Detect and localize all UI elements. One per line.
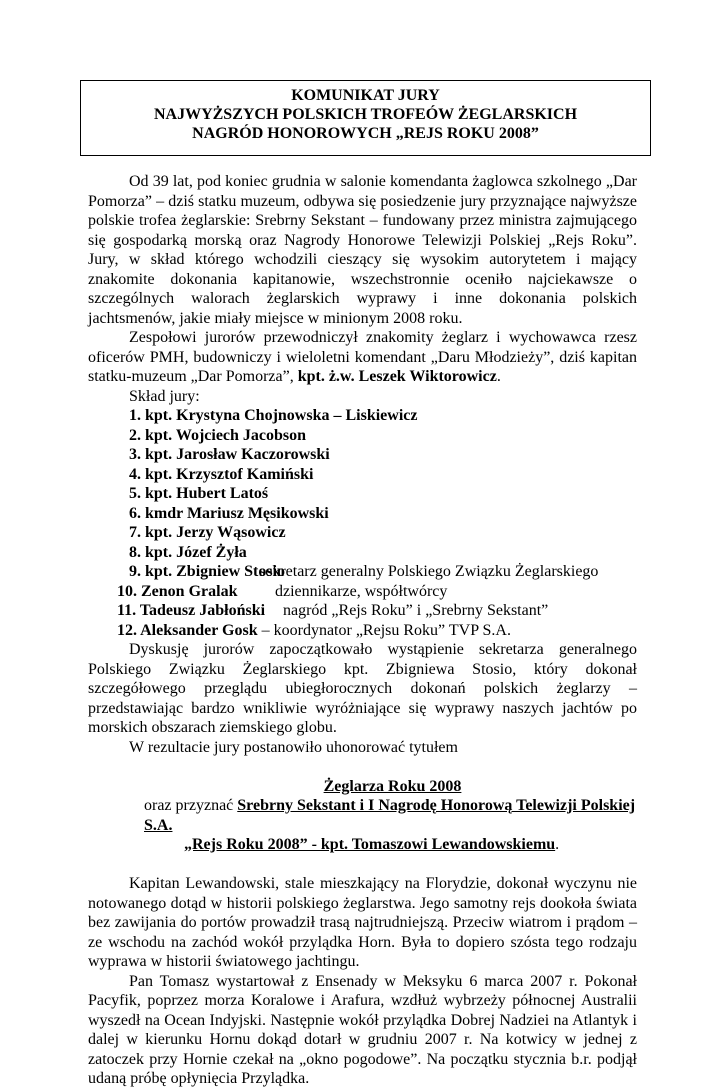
paragraph-chair <box>88 328 637 387</box>
jury-member <box>88 406 637 426</box>
jury-member <box>88 621 637 641</box>
jury-member-name: 1. kpt. Krystyna Chojnowska – Liskiewicz <box>129 407 418 424</box>
jury-member <box>88 601 637 621</box>
paragraph-result: W rezultacie jury postanowiło uhonorować tytułem <box>129 738 458 756</box>
jury-member-name: 6. kmdr Mariusz Męsikowski <box>129 504 329 522</box>
jury-member-name: 11. Tadeusz Jabłoński <box>117 602 266 619</box>
award-recipient-text: „Rejs Roku 2008” - kpt. Tomaszowi Lewandowskiemu <box>184 836 556 853</box>
jury-member-role: dziennikarze, współtwórcy <box>275 582 448 600</box>
jury-member <box>88 562 637 582</box>
jury-label: Skład jury: <box>129 387 200 405</box>
jury-member <box>88 426 637 446</box>
award-line <box>88 796 637 835</box>
jury-member <box>88 465 637 485</box>
jury-member <box>88 484 637 504</box>
award-title <box>88 777 637 797</box>
jury-member-role: nagród „Rejs Roku” i „Srebrny Sekstant” <box>283 602 549 619</box>
jury-member-name: 10. Zenon Gralak <box>117 582 238 600</box>
jury-member-name: 5. kpt. Hubert Latoś <box>129 485 269 502</box>
jury-member <box>88 523 637 543</box>
award-recipient <box>88 835 637 855</box>
paragraph-lewandowski: Kapitan Lewandowski, stale mieszkający na Florydzie, dokonał wyczynu nie notowanego dotąd w historii polskiego żeglarstwa. Jego samotny rejs dookoła świata bez zawijania do portów prowadził trasą najtrudniejszą. Przeciw wiatrom i prądom – ze wschodu na zachód wokół przylądka Horn. Była to dopiero szósta tego rodzaju wyprawa w historii światowego jachtingu. <box>88 875 637 970</box>
paragraph-intro: Od 39 lat, pod koniec grudnia w salonie komendanta żaglowca szkolnego „Dar Pomorza” – dziś statku muzeum, odbywa się posiedzenie jury przyznające najwyższe polskie trofea żeglarskie: Srebrny Sekstant – fundowany przez ministra zajmującego się gospodarką morską oraz Nagrody Honorowe Telewizji Polskiej „Rejs Roku”. Jury, w skład którego wchodzili cieszący się wysokim autorytetem i mający znakomite dokonania kapitanowie, wszechstronnie oceniło najciekawsze o szczególnych walorach żeglarskich wyprawy i inne dokonania polskich jachtsmenów, jakie miały miejsce w minionym 2008 roku. <box>88 173 637 327</box>
document-body <box>88 172 637 1089</box>
award-prefix: oraz przyznać <box>144 797 238 814</box>
award-prize: Srebrny Sekstant i I Nagrodę Honorową Telewizji Polskiej S.A. <box>144 797 636 834</box>
header-line-1: KOMUNIKAT JURY <box>291 87 440 104</box>
jury-list <box>88 406 637 640</box>
jury-member-name: 4. kpt. Krzysztof Kamiński <box>129 465 314 483</box>
chair-end: . <box>496 368 501 385</box>
header-line-2: NAJWYŻSZYCH POLSKICH TROFEÓW ŻEGLARSKICH <box>153 106 578 123</box>
jury-member-name: 12. Aleksander Gosk <box>117 621 258 639</box>
jury-member-name: 2. kpt. Wojciech Jacobson <box>129 426 307 444</box>
jury-member-name: 9. kpt. Zbigniew Stosio <box>129 563 286 580</box>
jury-member <box>88 582 637 602</box>
jury-member <box>88 445 637 465</box>
award-title-text: Żeglarza Roku 2008 <box>323 777 462 795</box>
award-end: . <box>555 836 560 853</box>
jury-member-name: 3. kpt. Jarosław Kaczorowski <box>129 446 330 463</box>
chair-text: Zespołowi jurorów przewodniczył znakomity żeglarz i wychowawca rzesz oficerów PMH, budowniczy i wieloletni komendant „Daru Młodzieży”, dziś kapitan statku-muzeum „Dar Pomorza”, <box>88 329 637 385</box>
jury-member-name: 7. kpt. Jerzy Wąsowicz <box>129 524 286 541</box>
chair-name: kpt. ż.w. Leszek Wiktorowicz <box>297 368 497 385</box>
jury-member <box>88 543 637 563</box>
paragraph-discussion: Dyskusję jurorów zapoczątkowało wystąpienie sekretarza generalnego Polskiego Związku Żeglarskiego kpt. Zbigniewa Stosio, który dokonał szczegółowego przeglądu ubiegłorocznych dokonań polskich żeglarzy – przedstawiając bardzo wnikliwie wyróżniające się wyprawy naszych jachtów po morskich obszarach ziemskiego globu. <box>88 641 637 736</box>
jury-member-name: 8. kpt. Józef Żyła <box>129 543 247 561</box>
header-box <box>80 80 651 156</box>
jury-member-role: sekretarz generalny Polskiego Związku Żeglarskiego <box>259 563 599 580</box>
jury-member <box>88 504 637 524</box>
paragraph-voyage: Pan Tomasz wystartował z Ensenady w Meksyku 6 marca 2007 r. Pokonał Pacyfik, poprzez morza Koralowe i Arafura, wzdłuż wybrzeży północnej Australii wyszedł na Ocean Indyjski. Następnie wokół przylądka Dobrej Nadziei na Atlantyk i dalej w kierunku Hornu dokąd dotarł w grudniu 2007 r. Na kotwicy w jednej z zatoczek przy Hornie czekał na „okno pogodowe”. Na początku stycznia b.r. podjął udaną próbę opłynięcia Przylądka. <box>88 972 637 1087</box>
jury-member-role: – koordynator „Rejsu Roku” TVP S.A. <box>261 621 511 639</box>
header-line-3: NAGRÓD HONOROWYCH „REJS ROKU 2008” <box>192 125 539 142</box>
